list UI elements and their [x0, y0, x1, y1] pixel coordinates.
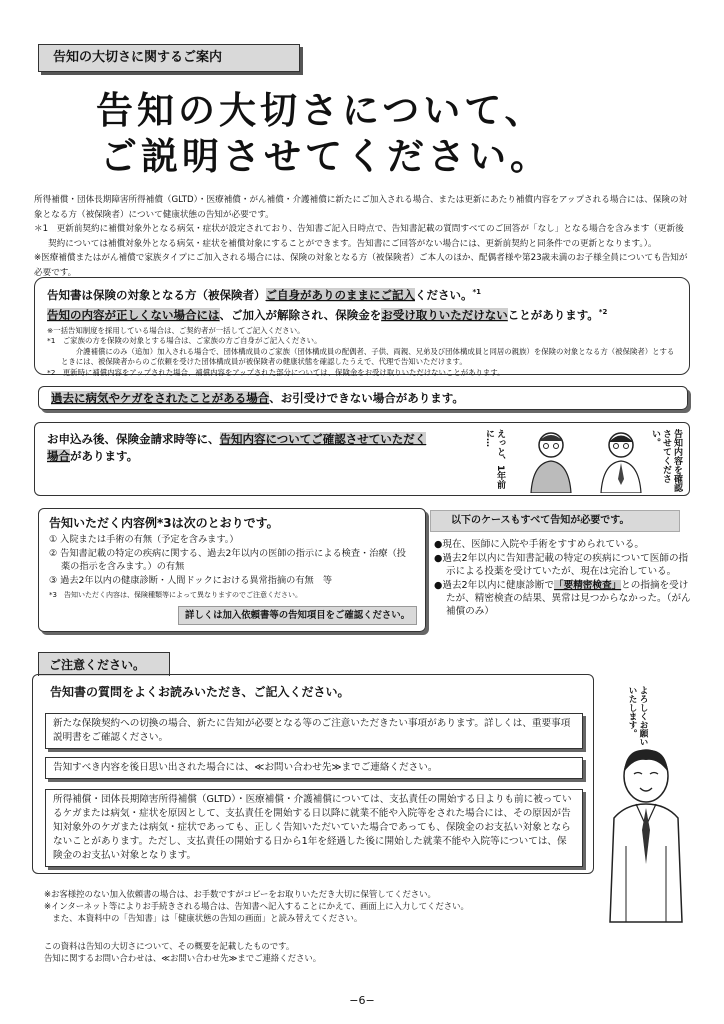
box1-notes [47, 326, 677, 379]
footer-summary [44, 940, 564, 964]
box1-line2 [47, 304, 677, 324]
box4-item-1: ① 入院または手術の有無（予定を含みます。） [49, 534, 239, 545]
footer-note-1: ※お客様控のない加入依頼書の場合は、お手数ですがコピーをお取りいただき大切に保管してください。 [44, 889, 436, 899]
box3-text-c: があります。 [70, 449, 139, 463]
agent-illustration-icon [596, 746, 696, 924]
box1-note-1: ※一括告知制度を採用している場合は、ご契約者が一括してご記入ください。 [47, 325, 305, 335]
cases-list [434, 538, 692, 619]
box1-text-b: ください。 [415, 287, 473, 302]
box3-text [47, 431, 437, 465]
caution-note-2: 告知すべき内容を後日思い出された場合には、≪お問い合わせ先≫までご連絡ください。 [45, 757, 583, 779]
box2-text: 、お引受けできない場合があります。 [269, 391, 464, 405]
title-line-1: 告知の大切さについて、 [96, 89, 546, 132]
cases-heading: 以下のケースもすべて告知が必要です。 [430, 510, 680, 532]
box1-note-4: *2 更新時に補償内容をアップされた場合、補償内容をアップされた部分については、保険金をお受け取りいただけないことがあります。 [47, 367, 505, 377]
page-title [96, 88, 656, 180]
case-item-3-highlight: 「要精密検査」 [554, 580, 622, 591]
intro-note: ※医療補償またはがん補償で家族タイプにご加入される場合には、保険の対象となる方（被保険者）ご本人のほか、配偶者様や第23歳未満のお子様全員についても告知が必要です。 [34, 253, 688, 278]
box4-note: *3 告知いただく内容は、保険種類等によって異なりますのでご注意ください。 [49, 591, 302, 599]
staff-illustration-icon [593, 429, 649, 493]
footer-notes [44, 888, 564, 924]
box1-text-c: 、ご加入が解除され、保険金を [219, 307, 382, 322]
case-item-3 [434, 579, 692, 618]
box2-highlight: 過去に病気やケガをされたことがある場合 [51, 391, 270, 405]
box4-detail-banner: 詳しくは加入依頼書等の告知項目をご確認ください。 [178, 606, 417, 625]
footer-summary-2: 告知に関するお問い合わせは、≪お問い合わせ先≫までご連絡ください。 [44, 953, 322, 963]
box4-item-2: ② 告知書記載の特定の疾病に関する、過去2年以内の医師の指示による検査・治療（投薬の指示を含みます。）の有無 [49, 547, 406, 572]
intro-paragraph-1: 所得補償・団体長期障害所得補償（GLTD）・医療補償・がん補償・介護補償に新たにご加入される場合、または更新にあたり補償内容をアップされる場合には、保険の対象となる方（被保険者）について健康状態の告知が必要です。 [34, 195, 688, 220]
section-tag: 告知の大切さに関するご案内 [38, 44, 300, 72]
caution-note-3: 所得補償・団体長期障害所得補償（GLTD）・医療補償・介護補償については、支払責任の開始する日よりも前に被っているケガまたは病気・症状を原因として、支払責任を開始する日以降に就業不能や入院等をされた場合には、その原因が告知対象外のケガまたは病気・症状であっても、正しく告知いただいていた場合であっても、保険金のお支払い対象とならないことがあります。ただし、支払責任の開始する日から1年を経過した後に開始した就業不能や入院等については、保険金のお支払い対象となります。 [45, 789, 583, 867]
caution-title: 告知書の質問をよくお読みいただき、ご記入ください。 [50, 685, 350, 699]
greeting-bubble: よろしくお願いいたします。 [627, 686, 648, 747]
box1-sup-2: *2 [598, 307, 608, 316]
box1-note-3: 介護補償にのみ（追加）加入される場合で、団体構成員のご家族（団体構成員の配偶者、子供、両親、兄弟及び団体構成員と同居の親族）を保険の対象となる方（被保険者）とするときには、被保険者からのご依頼を受けた団体構成員が被保険者の健康状態を確認したうえで、代理で告知いただけます。 [61, 346, 675, 367]
box3-highlight: 告知内容についてご確認させていただく場合 [47, 432, 427, 463]
box1-highlight-c: お受け取りいただけない [381, 307, 508, 322]
box1-text-d: ことがあります。 [507, 307, 599, 322]
notice-box-self-entry [34, 277, 690, 375]
title-line-2: ご説明させてください。 [100, 135, 551, 178]
box3-text-a: お申込み後、保険金請求時等に、 [47, 432, 220, 446]
notice-box-confirmation [34, 422, 690, 496]
box1-text-a: 告知書は保険の対象となる方（被保険者） [47, 287, 266, 302]
box4-items [49, 533, 415, 587]
box1-note-2: *1 ご家族の方を保険の対象とする場合は、ご家族の方ご自身がご記入ください。 [47, 336, 322, 346]
case-item-2: ●過去2年以内に告知書記載の特定の疾病について医師の指示による投薬を受けていたが、現在は完治している。 [434, 553, 689, 577]
intro-text [34, 193, 690, 280]
footer-note-2: ※インターネット等によりお手続きされる場合は、告知書へ記入することにかえて、画面上に入力してください。 [44, 901, 469, 911]
box4-title: 告知いただく内容例*3は次のとおりです。 [49, 516, 279, 530]
caution-tag: ご注意ください。 [38, 652, 170, 676]
intro-footnote-1: ＊1 更新前契約に補償対象外となる病気・症状が設定されており、告知書ご記入日時点で、告知書記載の質問すべてのご回答が「なし」となる場合を含みます（更新後契約については補償対象外となる病気・症状を補償対象にすることができます。告知書にご回答がない場合には、更新前契約と同条件での更新となります。）。 [34, 224, 684, 249]
footer-summary-1: この資料は告知の大切さについて、その概要を記載したものです。 [44, 941, 295, 951]
notice-box-past-illness [38, 386, 688, 410]
box4-item-3: ③ 過去2年以内の健康診断・人間ドックにおける異常指摘の有無 等 [49, 574, 333, 586]
caution-note-1: 新たな保険契約への切換の場合、新たに告知が必要となる等のご注意いただきたい事項があります。詳しくは、重要事項説明書をご確認ください。 [45, 713, 583, 749]
page-number: −6− [349, 994, 375, 1007]
box1-highlight-b: 告知の内容が正しくない場合には [47, 307, 220, 322]
patient-illustration-icon [523, 429, 579, 493]
footer-note-3: また、本資料中の「告知書」は「健康状態の告知の画面」と読み替えてください。 [44, 913, 363, 923]
speech-bubble-staff: 告知内容を確認させてください。 [650, 429, 682, 492]
box1-sup-1: *1 [472, 288, 482, 296]
case-item-3-a: ●過去2年以内に健康診断で [434, 580, 555, 591]
case-item-1: ●現在、医師に入院や手術をすすめられている。 [434, 539, 644, 550]
case-item-3-c: との指摘を受けたが、精密検査の結果、異常は見つからなかった。（がん補償のみ） [446, 580, 691, 617]
speech-bubble-patient: えっと、1年前に… [484, 429, 505, 490]
caution-box [32, 674, 594, 874]
box1-line1 [47, 284, 677, 304]
disclosure-examples-box [38, 508, 426, 632]
box1-highlight-a: ご自身がありのままにご記入 [265, 287, 415, 302]
